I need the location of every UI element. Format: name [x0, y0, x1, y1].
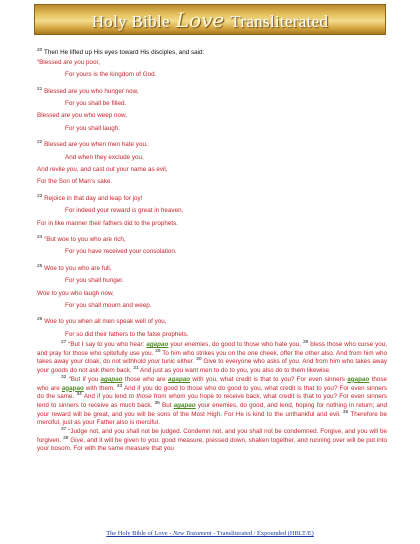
scripture-text [37, 49, 387, 454]
poem-line: For you have received your consolation. [65, 248, 177, 256]
page-header-banner [34, 4, 386, 35]
poem-line: And when they exclude you, [65, 153, 144, 161]
banner-transliterated: Transliterated [230, 11, 329, 31]
agapao-term: agapao [100, 375, 123, 383]
poem-line: $^{26}$ Woe to you when all men speak well of you, [37, 317, 167, 326]
poem-line: $^{24}$ “But woe to you who are rich, [37, 234, 126, 243]
poem-line: For you shall laugh. [65, 124, 120, 132]
poem-line: For you shall be filled. [65, 100, 127, 108]
banner-title [92, 8, 329, 32]
poem-line: $^{25}$ Woe to you who are full, [37, 263, 112, 272]
poem-line: For indeed your reward is great in heaven, [65, 207, 184, 215]
poem-line: For the Son of Man’s sake. [37, 178, 113, 186]
beatitudes-poetry [37, 57, 387, 341]
paragraph-27-31: $^{27}$ “But I say to you who hear: agapao your enemies, do good to those who hate you, $^{28}$ bless those who curse you, and pray for those who spitefully use you. $^{29}$ To him who strikes you on the one cheek, offer the other also. And from him who takes away your cloak, do not withhold your tunic either. $^{30}$ Give to everyone who asks of you. And from him who takes away your goods do not ask them back. $^{31}$ And just as you want men to do to you, you also do to them likewise. [37, 339, 388, 375]
poem-line: Woe to you who laugh now, [37, 289, 114, 297]
poem-line: For in like manner their fathers did to the prophets. [37, 219, 179, 227]
banner-love-script: Love [175, 7, 225, 32]
agapao-term: agapao [61, 384, 84, 392]
footer-link[interactable]: The Holy Bible of Love - New Testament - Transliterated / Expounded (HBLT/E) [106, 530, 314, 537]
verse-number: 20 [37, 47, 43, 53]
verse-text: Then He lifted up His eyes toward His disciples, and said: [43, 49, 205, 56]
poem-line: For yours is the kingdom of God. [65, 71, 157, 79]
poem-line: $^{21}$ Blessed are you who hunger now, [37, 86, 139, 95]
poem-line: For so did their fathers to the false prophets. [65, 330, 189, 338]
poem-line: $^{23}$ Rejoice in that day and leap for joy! [37, 193, 143, 202]
poem-line: Blessed are you who weep now, [37, 112, 127, 120]
agapao-term: agapao [146, 341, 169, 349]
agapao-term: agapao [347, 375, 370, 383]
verse-20 [37, 49, 387, 57]
poem-line: $^{22}$ Blessed are you when men hate you, [37, 140, 148, 149]
paragraph-32-36: $^{32}$ “But if you agapao those who are agapao with you, what credit is that to you? For even sinners agapao those who are agapao with them. $^{33}$ And if you do good to those who do good to you, what credit is that to you? For even sinners do the same. $^{34}$ And if you lend to those from whom you hope to receive back, what credit is that to you? For even sinners lend to sinners to receive as much back. $^{35}$ But agapao your enemies, do good, and lend, hoping for nothing in return; and your reward will be great, and you will be sons of the Most High. For He is kind to the unthankful and evil. $^{36}$ Therefore be merciful, just as your Father also is merciful. [37, 374, 388, 427]
agapao-term: agapao [168, 375, 191, 383]
paragraph-37-38: $^{37}$ “Judge not, and you shall not be judged. Condemn not, and you shall not be condemned. Forgive, and you will be forgiven. $^{38}$ Give, and it will be given to you: good measure, pressed down, shaken together, and running over will be put into your bosom. For with the same measure that you [37, 426, 387, 453]
poem-line: And revile you, and cast out your name as evil, [37, 165, 168, 173]
poem-line: “Blessed are you poor, [37, 58, 101, 66]
agapao-term: agapao [173, 401, 196, 409]
poem-line: For you shall mourn and weep. [65, 301, 152, 309]
poem-line: For you shall hunger. [65, 277, 124, 285]
banner-holy-bible: Holy Bible [91, 11, 170, 31]
